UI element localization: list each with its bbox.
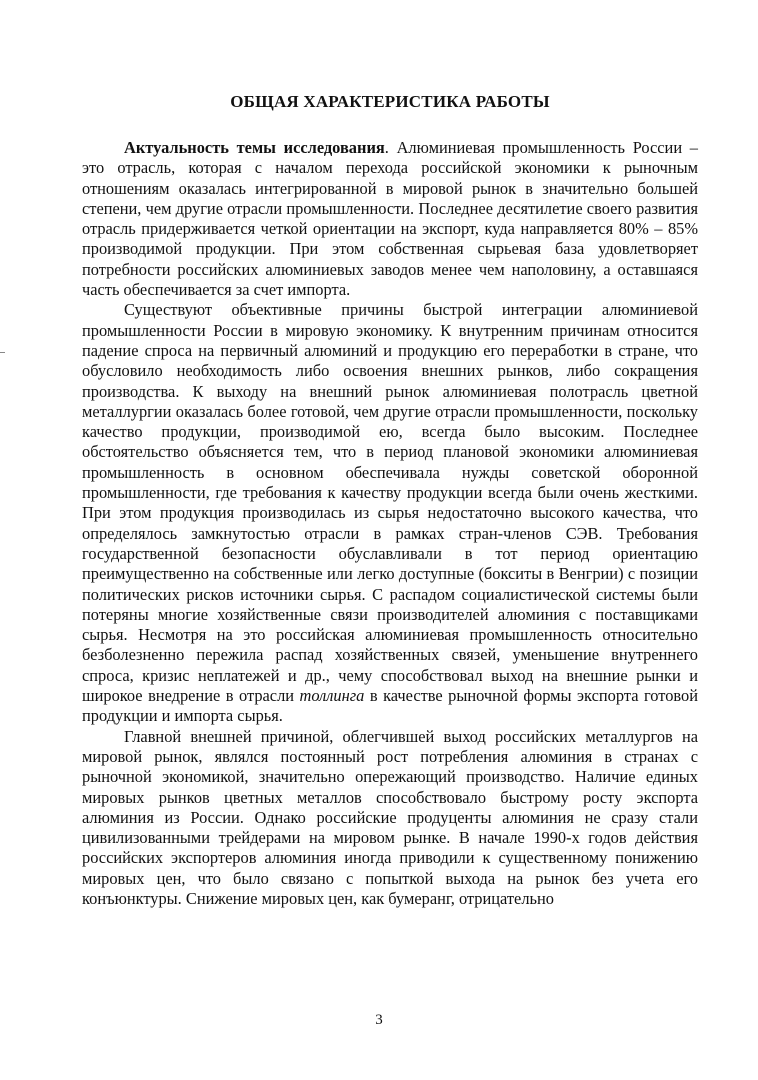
paragraph-relevance xyxy=(82,138,698,300)
page-title: ОБЩАЯ ХАРАКТЕРИСТИКА РАБОТЫ xyxy=(230,92,550,111)
paragraph-integration-text-after: в качестве рыночной формы экспорта готовой продукции и импорта сырья. xyxy=(82,686,698,726)
paragraph-integration-text-before: Существуют объективные причины быстрой интеграции алюминиевой промышленности России в мировую экономику. К внутренним причинам относится падение спроса на первичный алюминий и продукцию его переработки в стране, что обусловило необходимость либо освоения внешних рынков, либо сокращения производства. К выходу на внешний рынок алюминиевая полотрасль цветной металлургии оказалась более готовой, чем другие отрасли промышленности, поскольку качество продукции, производимой ею, всегда было высоким. Последнее обстоятельство объясняется тем, что в период плановой экономики алюминиевая промышленность в основном обеспечивала нужды советской оборонной промышленности, где требования к качеству продукции всегда были очень жесткими. При этом продукция производилась из сырья недостаточно высокого качества, что определялось замкнутостью отрасли в рамках стран-членов СЭВ. Требования государственной безопасности обуславливали в тот период ориентацию преимущественно на собственные или легко доступные (бокситы в Венгрии) с позиции политических рисков источники сырья. С распадом социалистической системы были потеряны многие хозяйственные связи производителей алюминия с поставщиками сырья. Несмотря на это российская алюминиевая промышленность относительно безболезненно пережила распад хозяйственных связей, уменьшение внутреннего спроса, кризис неплатежей и др., чему способствовал выход на внешние рынки и широкое внедрение в отрасли xyxy=(82,300,698,706)
paragraph-integration-causes xyxy=(82,300,698,726)
paragraph-relevance-text: . Алюминиевая промышленность России – это отрасль, которая с началом перехода российской экономики к рыночным отношениям оказалась интегрированной в мировой рынок в значительно большей степени, чем другие отрасли промышленности. Последнее десятилетие своего развития отрасль придерживается четкой ориентации на экспорт, куда направляется 80% – 85% производимой продукции. При этом собственная сырьевая база удовлетворяет потребности российских алюминиевых заводов менее чем наполовину, а оставшаяся часть обеспечивается за счет импорта. xyxy=(82,138,698,300)
relevance-heading: Актуальность темы исследования xyxy=(124,138,385,157)
paragraph-external-cause: Главной внешней причиной, облегчившей выход российских металлургов на мировой рынок, являлся постоянный рост потребления алюминия в странах с рыночной экономикой, значительно опережающий производство. Наличие единых мировых рынков цветных металлов способствовало быстрому росту экспорта алюминия из России. Однако российские продуценты алюминия не сразу стали цивилизованными трейдерами на мировом рынке. В начале 1990-х годов действия российских экспортеров алюминия иногда приводили к существенному понижению мировых цен, что было связано с попыткой выхода на рынок без учета его конъюнктуры. Снижение мировых цен, как бумеранг, отрицательно xyxy=(82,726,698,908)
document-page xyxy=(82,92,698,909)
tolling-term: толлинга xyxy=(299,686,365,706)
page-number: 3 xyxy=(375,1012,383,1028)
scan-margin-mark xyxy=(0,352,5,353)
